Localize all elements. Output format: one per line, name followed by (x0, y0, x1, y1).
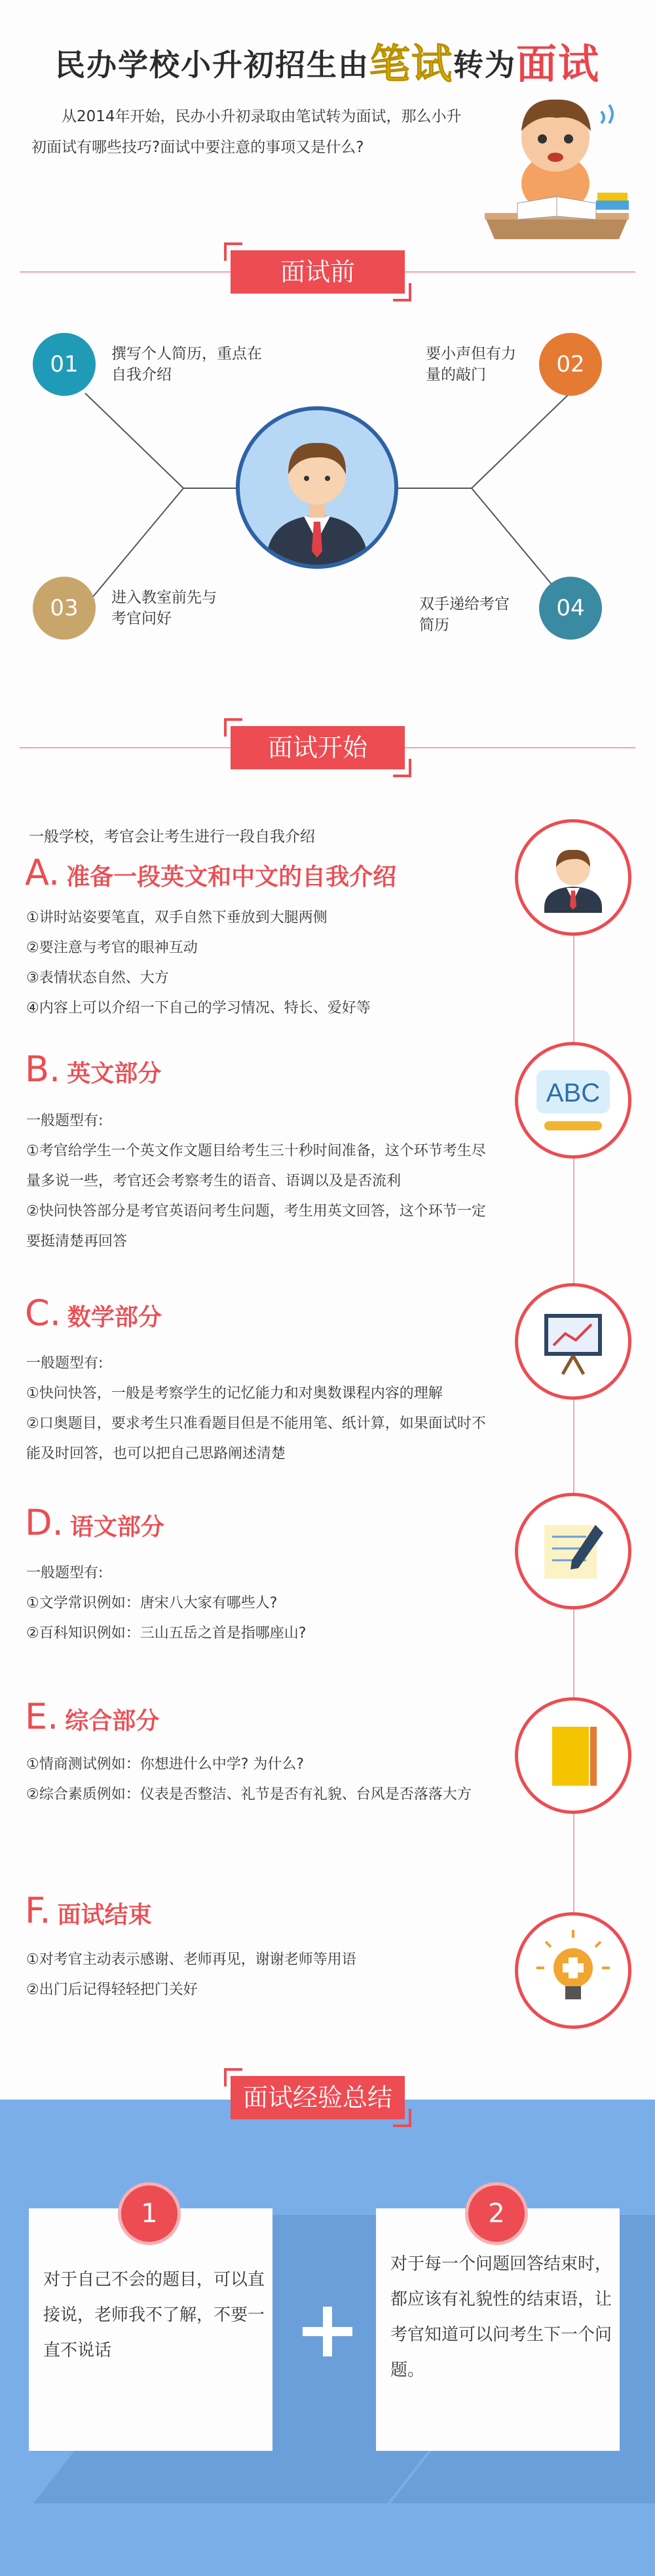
tip-text-2: 要小声但有力量的敲门 (426, 345, 516, 383)
icon-circle-a (515, 819, 631, 936)
tip-text-4: 双手递给考官简历 (419, 596, 510, 634)
icon-circle-e (515, 1697, 631, 1814)
tip-text-1: 撰写个人简历，重点在自我介绍 (111, 345, 262, 383)
summary-card-2 (376, 2199, 620, 2451)
notepad-pencil-icon (518, 1496, 628, 1606)
tip-number-4: 04 (539, 577, 602, 640)
item-d-title: D. 语文部分 (25, 1502, 164, 1543)
item-c-title: C. 数学部分 (25, 1292, 162, 1334)
summary-card-number: 2 (465, 2182, 528, 2245)
tip-number-2: 02 (539, 333, 602, 396)
lightbulb-icon (518, 1915, 628, 2026)
svg-text:ABC: ABC (546, 1079, 601, 1107)
chart-board-icon (518, 1286, 628, 1396)
tip-text-3: 进入教室前先与考官问好 (111, 589, 217, 627)
item-e-body: ①情商测试例如：你想进什么中学? 为什么? ②综合素质例如：仪表是否整洁、礼节是否有礼貌、台风是否落落大方 (26, 1756, 472, 1803)
section-banner-summary (0, 2068, 655, 2127)
item-e-title: E. 综合部分 (25, 1696, 160, 1737)
intro-text: 从2014年开始，民办小升初录取由笔试转为面试，那么小升初面试有哪些技巧?面试中要注意的事项又是什么? (31, 108, 462, 156)
book-icon (518, 1701, 628, 1811)
item-f-body: ①对考官主动表示感谢、老师再见，谢谢老师等用语 ②出门后记得轻轻把门关好 (26, 1951, 356, 1998)
banner-label: 面试前 (231, 250, 405, 294)
item-a-body: ①讲时站姿要笔直，双手自然下垂放到大腿两侧 ②要注意与考官的眼神互动 ③表情状态自然、大方 ④内容上可以介绍一下自己的学习情况、特长、爱好等 (26, 910, 371, 1016)
tip-number-1: 01 (33, 333, 96, 396)
item-d-body: 一般题型有: ①文学常识例如：唐宋八大家有哪些人? ②百科知识例如：三山五岳之首是指哪座山? (26, 1565, 307, 1642)
item-f-title: F. 面试结束 (25, 1890, 152, 1931)
summary-card-number: 1 (118, 2182, 181, 2245)
section-banner-start (0, 718, 655, 777)
page-title: 民办学校小升初招生由笔试转为面试 (54, 40, 601, 88)
examiner-avatar (236, 406, 398, 569)
student-avatar-icon (518, 822, 628, 932)
summary-card-1 (29, 2199, 272, 2451)
banner-label: 面试经验总结 (231, 2076, 405, 2119)
icon-circle-f (515, 1912, 631, 2029)
examiner-avatar-icon (240, 410, 394, 565)
item-c-body: 一般题型有: ①快问快答，一般是考察学生的记忆能力和对奥数课程内容的理解 ②口奥题目，要求考生只准看题目但是不能用笔、纸计算，如果面试时不能及时回答，也可以把自己思路阐述清楚 (26, 1355, 486, 1462)
section-lead-text: 一般学校，考官会让考生进行一段自我介绍 (29, 828, 315, 845)
plus-icon (303, 2307, 352, 2356)
item-b-body: 一般题型有: ①考官给学生一个英文作文题目给考生三十秒时间准备，这个环节考生尽量多说一些，考官还会考察考生的语音、语调以及是否流利 ②快问快答部分是考官英语问考生问题，考生用英文回答，这个环节一定要挺清楚再回答 (26, 1113, 486, 1250)
abc-icon (518, 1045, 628, 1155)
summary-card-text: 对于每一个问题回答结束时，都应该有礼貌性的结束语，让考官知道可以问考生下一个问题。 (390, 2254, 612, 2380)
summary-card-text: 对于自己不会的题目，可以直接说，老师我不了解，不要一直不说话 (43, 2270, 265, 2360)
banner-label: 面试开始 (231, 726, 405, 769)
icon-circle-b (515, 1042, 631, 1159)
icon-circle-c (515, 1283, 631, 1400)
icon-circle-d (515, 1493, 631, 1609)
tip-number-3: 03 (33, 577, 96, 640)
item-a-title: A. 准备一段英文和中文的自我介绍 (25, 852, 397, 893)
item-b-title: B. 英文部分 (25, 1048, 162, 1090)
